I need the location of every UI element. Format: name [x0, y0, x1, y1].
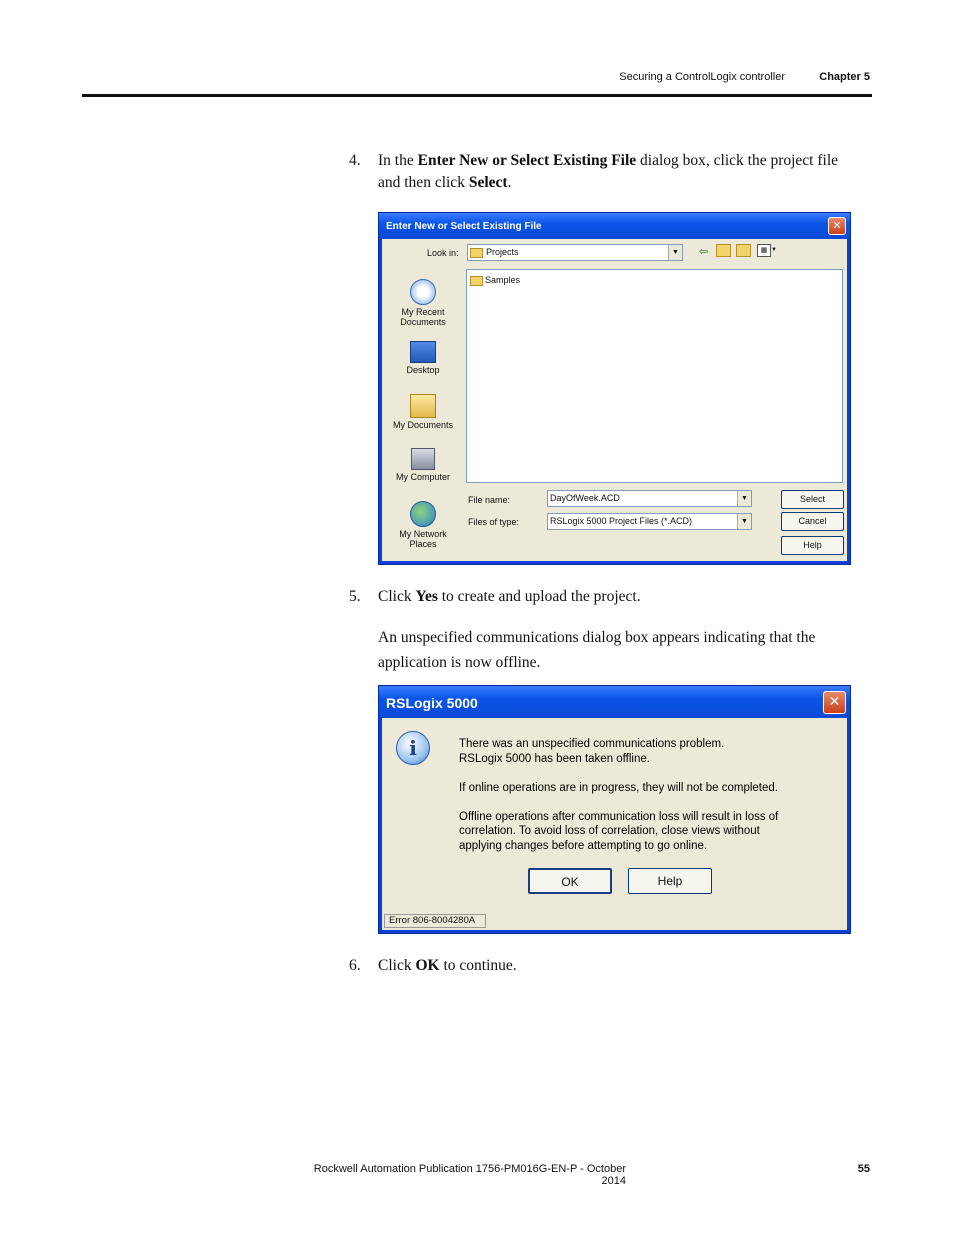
- my-computer-icon: [411, 448, 435, 470]
- file-type-label: Files of type:: [468, 517, 520, 527]
- list-item[interactable]: [470, 275, 520, 286]
- network-globe-icon: [410, 501, 436, 527]
- running-header-section: Securing a ControlLogix controller: [619, 71, 785, 83]
- status-bar: Error 806-8004280A: [384, 914, 486, 928]
- place-my-documents[interactable]: [390, 394, 456, 430]
- info-icon: i: [396, 731, 430, 765]
- step-6-post: to continue.: [439, 957, 517, 974]
- step-4: [349, 150, 854, 196]
- folder-icon: [470, 248, 483, 258]
- step-5-number: 5.: [349, 588, 361, 605]
- step-4-post: .: [507, 174, 512, 191]
- look-in-label: Look in:: [427, 248, 459, 258]
- footer-publication: Rockwell Automation Publication 1756-PM016G-EN-P - October 2014: [313, 1163, 626, 1187]
- place-label: My Computer: [395, 472, 450, 482]
- step-4-text: [378, 150, 858, 194]
- place-label: My Recent Documents: [400, 307, 446, 327]
- message-dialog-client: [382, 718, 847, 930]
- up-folder-icon[interactable]: [716, 244, 731, 257]
- message-dialog-title: RSLogix 5000: [386, 695, 478, 711]
- file-dialog-close-button[interactable]: [828, 217, 846, 235]
- look-in-select[interactable]: [467, 244, 683, 261]
- place-my-computer[interactable]: [390, 448, 456, 482]
- place-my-network-places[interactable]: [390, 501, 456, 549]
- new-folder-icon[interactable]: [736, 244, 751, 257]
- view-menu-icon[interactable]: ▦: [757, 244, 771, 257]
- close-icon: ✕: [832, 219, 842, 232]
- folder-icon: [470, 276, 483, 286]
- desktop-icon: [410, 341, 436, 363]
- step-6: [349, 955, 854, 979]
- place-desktop[interactable]: [390, 341, 456, 375]
- place-label: My Documents: [392, 420, 454, 430]
- step-5-post: to create and upload the project.: [437, 588, 641, 605]
- message-text: [459, 737, 778, 853]
- step-6-text: [378, 955, 858, 977]
- back-arrow-icon[interactable]: ⇦: [699, 246, 709, 258]
- file-type-select[interactable]: [547, 513, 752, 530]
- file-name-value: DayOfWeek.ACD: [550, 493, 620, 503]
- cancel-button[interactable]: Cancel: [781, 512, 844, 531]
- file-name-input[interactable]: [547, 490, 752, 507]
- file-list[interactable]: [466, 269, 843, 483]
- help-button[interactable]: Help: [781, 536, 844, 555]
- help-button[interactable]: Help: [628, 868, 712, 894]
- message-line: There was an unspecified communications problem.: [459, 738, 725, 750]
- chevron-down-icon[interactable]: ▼: [668, 245, 682, 260]
- message-dialog-close-button[interactable]: [823, 691, 846, 714]
- header-rule: [82, 94, 872, 97]
- file-item-name: Samples: [485, 275, 521, 285]
- offline-explanation: An unspecified communications dialog box appears indicating that the application is now offline.: [378, 629, 816, 671]
- message-line: correlation. To avoid loss of correlation, close views without: [459, 825, 760, 837]
- file-dialog-client: [382, 239, 847, 561]
- message-line: applying changes before attempting to go online.: [459, 839, 708, 852]
- step-4-dialog-name: Enter New or Select Existing File: [417, 152, 637, 169]
- view-menu-chevron-icon[interactable]: ▼: [771, 247, 777, 253]
- step-5-pre: Click: [378, 588, 416, 605]
- step-4-number: 4.: [349, 152, 361, 169]
- step-4-pre: In the: [378, 152, 418, 169]
- file-type-value: RSLogix 5000 Project Files (*.ACD): [550, 516, 693, 526]
- close-icon: ✕: [828, 694, 841, 710]
- file-dialog-title: Enter New or Select Existing File: [386, 221, 542, 232]
- ok-button[interactable]: OK: [528, 868, 612, 894]
- running-header-chapter: Chapter 5: [819, 71, 870, 83]
- message-line: Offline operations after communication loss will result in loss of: [459, 810, 779, 823]
- place-label: My Network Places: [399, 529, 447, 549]
- step-5-yes-word: Yes: [415, 588, 438, 605]
- file-dialog: [378, 212, 851, 565]
- message-dialog-titlebar: [379, 686, 850, 718]
- file-name-label: File name:: [468, 495, 511, 505]
- file-dialog-titlebar: [379, 213, 850, 239]
- step-4-mid: dialog box, click the project file and then click: [378, 152, 839, 191]
- place-label: Desktop: [406, 365, 440, 375]
- step-6-pre: Click: [378, 957, 416, 974]
- step-6-ok-word: OK: [415, 957, 440, 974]
- step-5: [349, 586, 854, 610]
- my-documents-icon: [410, 394, 436, 418]
- chevron-down-icon[interactable]: ▼: [737, 514, 751, 529]
- recent-documents-icon: [410, 279, 436, 305]
- step-5-text: [378, 586, 858, 608]
- look-in-value: Projects: [486, 247, 519, 257]
- message-line: RSLogix 5000 has been taken offline.: [459, 752, 650, 765]
- step-6-number: 6.: [349, 957, 361, 974]
- page-number: 55: [857, 1163, 870, 1175]
- step-4-select-word: Select: [468, 174, 508, 191]
- select-button[interactable]: Select: [781, 490, 844, 509]
- place-my-recent-documents[interactable]: [390, 279, 456, 327]
- chevron-down-icon[interactable]: ▼: [737, 491, 751, 506]
- message-line: If online operations are in progress, they will not be completed.: [459, 781, 778, 794]
- message-dialog: [378, 685, 851, 934]
